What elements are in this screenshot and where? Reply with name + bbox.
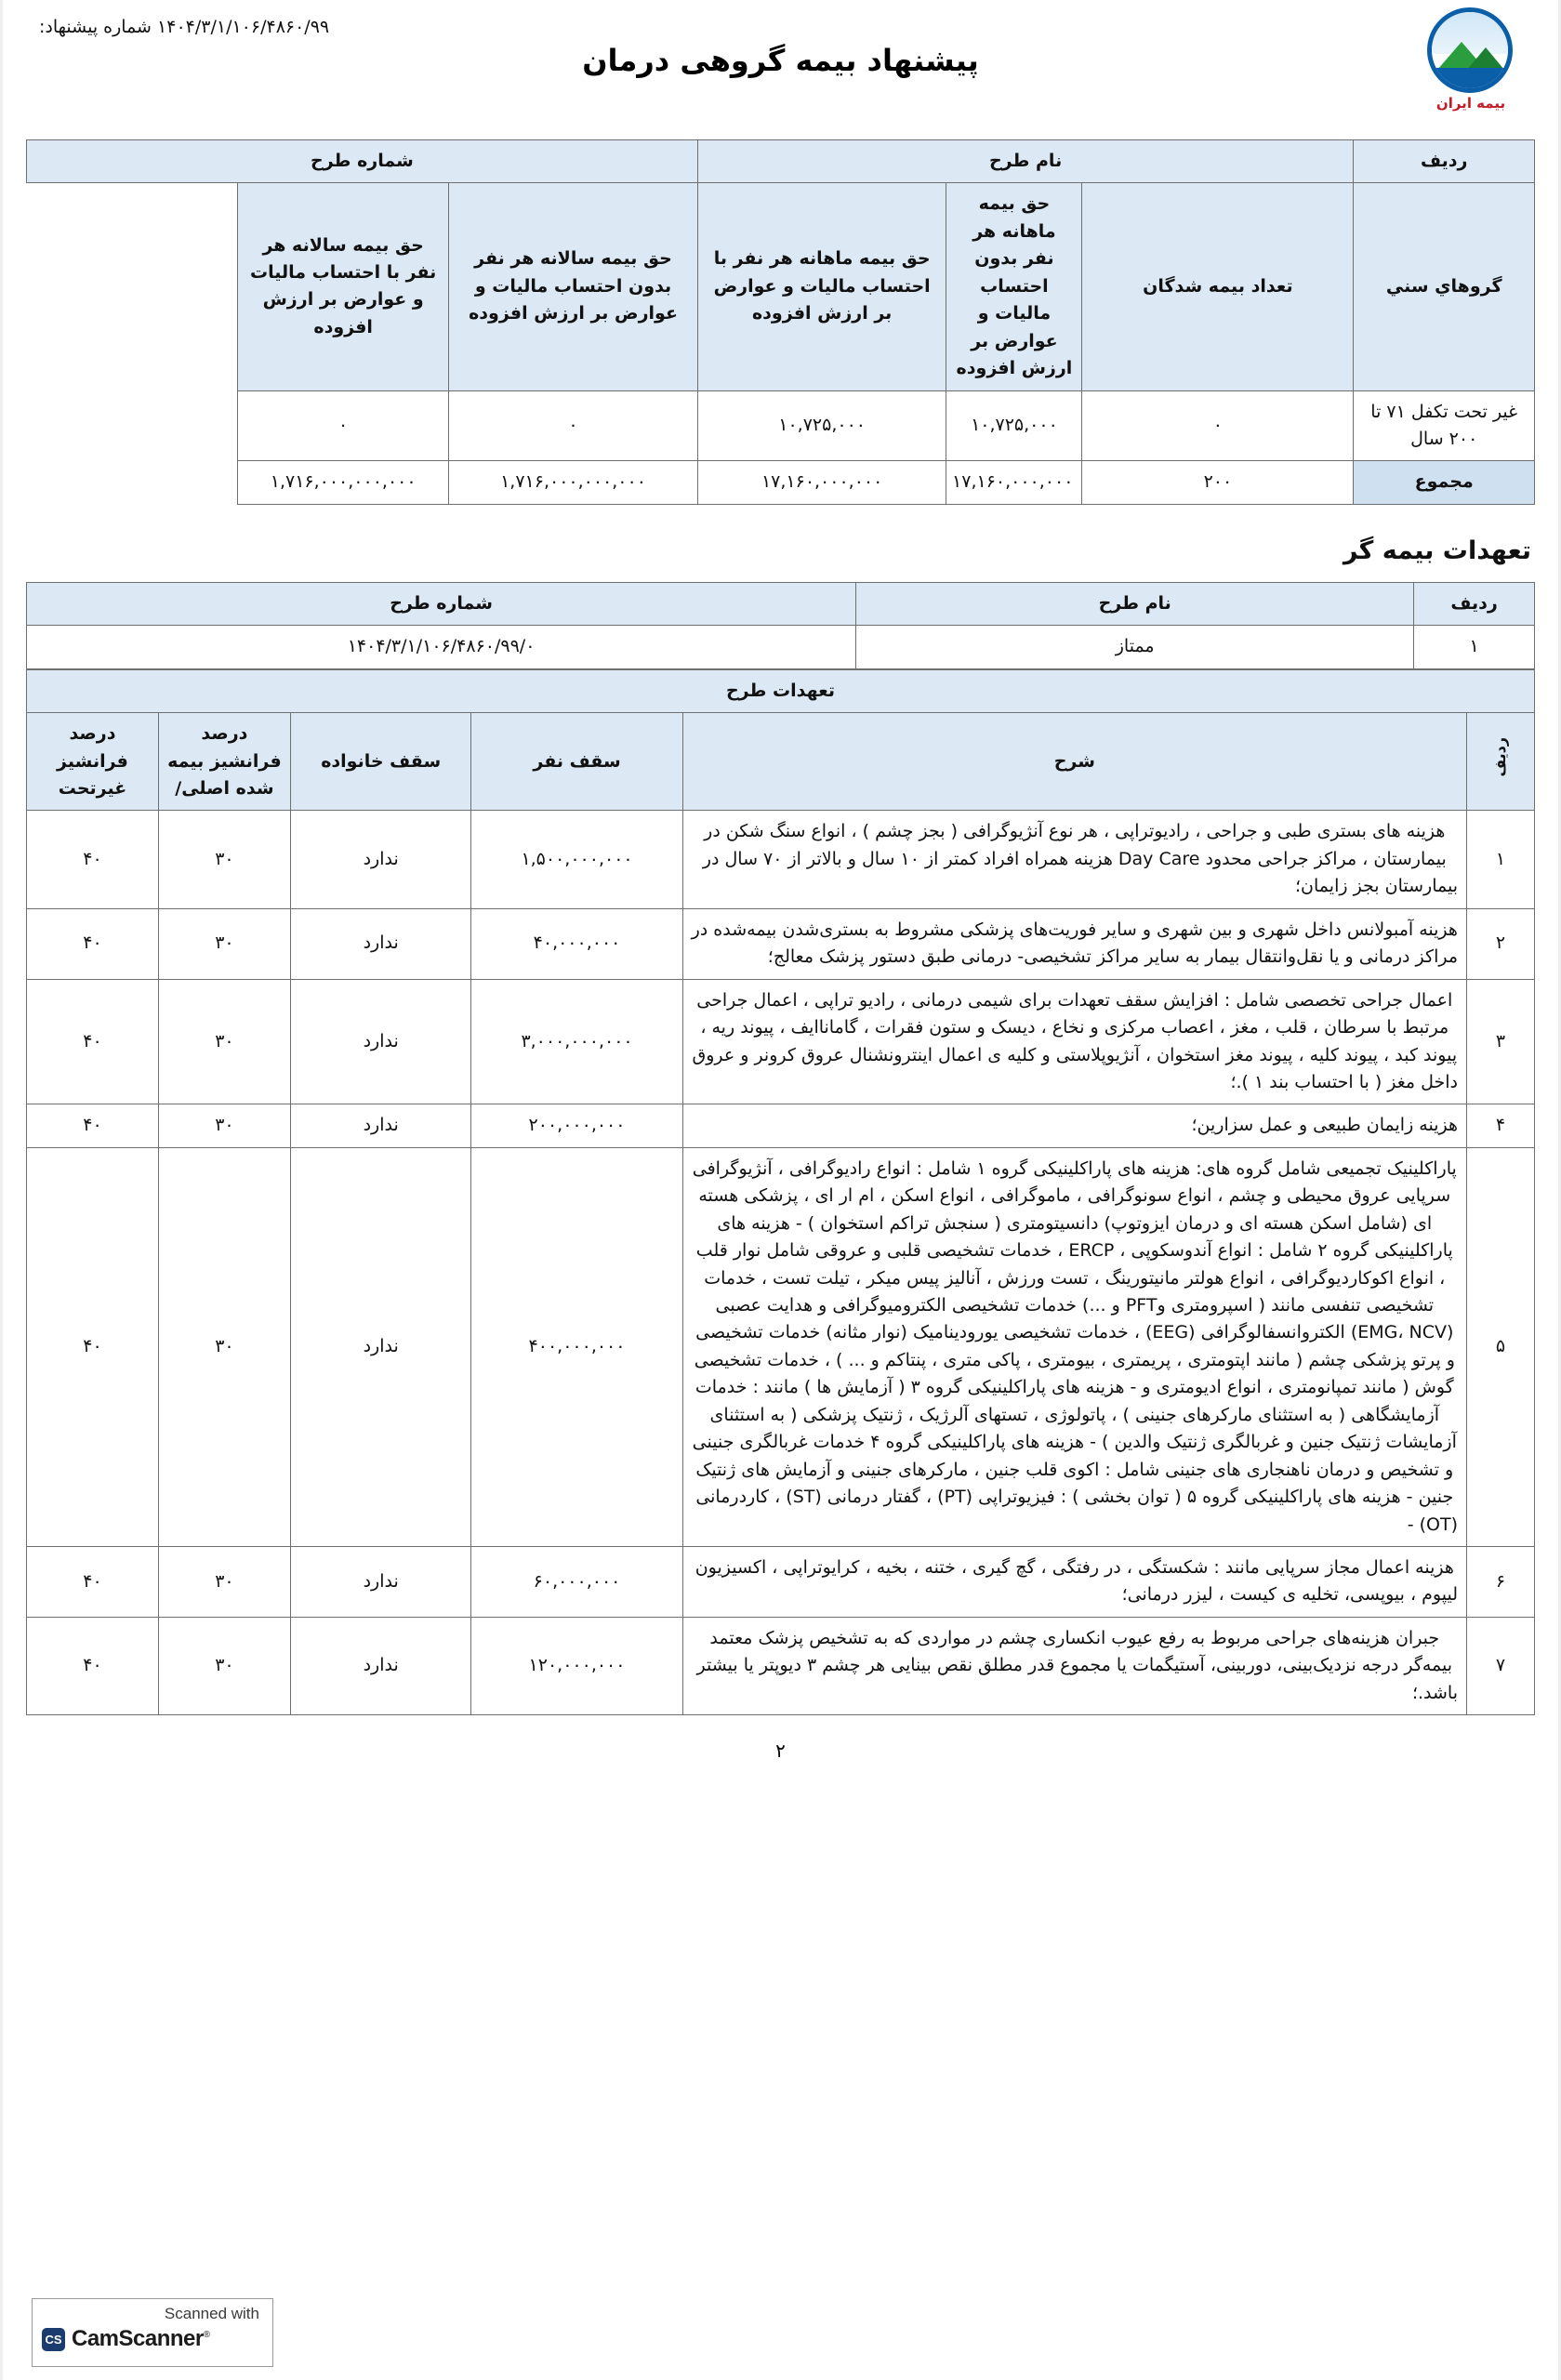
cell-description: هزینه آمبولانس داخل شهری و بین شهری و سایر فوریت‌های پزشکی مشروط به بستری‌شدن بیمه‌شده در مراکز درمانی و یا نقل‌وانتقال بیمار به سایر مراکز تشخیصی- درمانی طبق دستور پزشک معالج؛	[682, 908, 1466, 979]
premium-table-top-header-row	[27, 140, 1535, 183]
cell-franchise-dependent: ۴۰	[27, 1147, 159, 1546]
table-row	[27, 1147, 1535, 1546]
table-row	[27, 1546, 1535, 1617]
cell-total-monthly-with-vat: ۱۷,۱۶۰,۰۰۰,۰۰۰	[697, 461, 946, 504]
cell-total-insured-count: ۲۰۰	[1082, 461, 1354, 504]
header-plan-number: شماره طرح	[27, 140, 698, 183]
cell-annual-no-vat: ۰	[449, 390, 698, 461]
table-row	[27, 908, 1535, 979]
plan-cell-number: ۱۴۰۴/۳/۱/۱۰۶/۴۸۶۰/۹۹/۰	[27, 626, 856, 668]
commitments-header-franchise-main: درصد فرانشیز بیمه شده اصلی/	[158, 713, 290, 811]
header-row-index: ردیف	[1354, 140, 1535, 183]
proposal-number-value: ۱۴۰۴/۳/۱/۱۰۶/۴۸۶۰/۹۹	[157, 17, 330, 37]
cell-annual-with-vat: ۰	[238, 390, 449, 461]
cell-family-ceiling: ندارد	[290, 811, 471, 908]
cell-franchise-main: ۳۰	[158, 1147, 290, 1546]
cell-person-ceiling: ۱۲۰,۰۰۰,۰۰۰	[471, 1617, 682, 1714]
cell-franchise-main: ۳۰	[158, 908, 290, 979]
table-row	[27, 390, 1535, 461]
cell-monthly-no-vat: ۱۰,۷۲۵,۰۰۰	[946, 390, 1082, 461]
cell-person-ceiling: ۴۰۰,۰۰۰,۰۰۰	[471, 1147, 682, 1546]
commitments-header-family-ceiling: سقف خانواده	[290, 713, 471, 811]
cell-description: هزینه اعمال مجاز سرپایی مانند : شکستگی ، در رفتگی ، گچ گیری ، ختنه ، بخیه ، کرایوتراپی ، اکسیزیون لیپوم ، بیوپسی، تخلیه ی کیست ، لیزر درمانی؛	[682, 1546, 1466, 1617]
cell-family-ceiling: ندارد	[290, 1617, 471, 1714]
cell-total-label: مجموع	[1354, 461, 1535, 504]
logo-caption: بیمه ایران	[1435, 95, 1506, 112]
cell-franchise-main: ۳۰	[158, 1546, 290, 1617]
cell-family-ceiling: ندارد	[290, 1147, 471, 1546]
premium-table-sub-header-row	[27, 183, 1535, 390]
commitments-band-title: تعهدات طرح	[27, 669, 1535, 712]
cell-franchise-dependent: ۴۰	[27, 1617, 159, 1714]
plan-identification-table	[26, 582, 1535, 669]
table-total-row	[27, 461, 1535, 504]
cell-franchise-dependent: ۴۰	[27, 908, 159, 979]
cell-row-index: ۳	[1467, 979, 1535, 1104]
cell-description: هزینه های بستری طبی و جراحی ، رادیوتراپی ، هر نوع آنژیوگرافی ( بجز چشم ) ، انواع سنگ شکن در بیمارستان ، مراکز جراحی محدود Day Care هزینه همراه افراد کمتر از ۱۰ سال و بالاتر از ۷۰ سال در بیمارستان بجز زایمان؛	[682, 811, 1466, 908]
camscanner-scanned-with-text: Scanned with	[164, 2305, 259, 2322]
plan-header-row-index: ردیف	[1414, 582, 1535, 625]
cell-person-ceiling: ۳,۰۰۰,۰۰۰,۰۰۰	[471, 979, 682, 1104]
plan-header-number: شماره طرح	[27, 582, 856, 625]
cell-franchise-dependent: ۴۰	[27, 1104, 159, 1147]
commitments-header-franchise-dependent: درصد فرانشیز غیرتحت	[27, 713, 159, 811]
camscanner-brand-row	[42, 2326, 263, 2352]
header-annual-with-vat: حق بیمه سالانه هر نفر با احتساب مالیات و عوارض بر ارزش افزوده	[238, 183, 449, 390]
cell-description: هزینه زایمان طبیعی و عمل سزارین؛	[682, 1104, 1466, 1147]
table-row	[27, 979, 1535, 1104]
cell-row-index: ۶	[1467, 1546, 1535, 1617]
cell-franchise-main: ۳۰	[158, 1104, 290, 1147]
cell-franchise-main: ۳۰	[158, 979, 290, 1104]
page-number: ۲	[775, 1739, 786, 1763]
plan-header-name: نام طرح	[856, 582, 1414, 625]
plan-commitments-table	[26, 669, 1535, 1715]
cell-row-index: ۵	[1467, 1147, 1535, 1546]
cell-franchise-dependent: ۴۰	[27, 1546, 159, 1617]
header-annual-no-vat: حق بیمه سالانه هر نفر بدون احتساب مالیات و عوارض بر ارزش افزوده	[449, 183, 698, 390]
commitments-header-row-index-text: ردیف	[1490, 737, 1509, 777]
commitments-header-person-ceiling: سقف نفر	[471, 713, 682, 811]
camscanner-watermark	[32, 2298, 273, 2367]
cell-row-index: ۱	[1467, 811, 1535, 908]
table-row	[27, 1617, 1535, 1714]
cell-franchise-main: ۳۰	[158, 811, 290, 908]
scan-edge-left	[0, 0, 3, 2380]
camscanner-logo-icon: CS	[42, 2328, 65, 2351]
cell-insured-count: ۰	[1082, 390, 1354, 461]
document-header	[26, 0, 1535, 139]
header-age-groups: گروهاي سني	[1354, 183, 1535, 390]
header-plan-name: نام طرح	[697, 140, 1354, 183]
cell-row-index: ۷	[1467, 1617, 1535, 1714]
header-monthly-with-vat: حق بیمه ماهانه هر نفر با احتساب مالیات و عوارض بر ارزش افزوده	[697, 183, 946, 390]
page-title: پیشنهاد بیمه گروهی درمان	[582, 43, 979, 78]
cell-franchise-dependent: ۴۰	[27, 979, 159, 1104]
camscanner-brand-text: CamScanner	[72, 2326, 204, 2351]
cell-total-annual-no-vat: ۱,۷۱۶,۰۰۰,۰۰۰,۰۰۰	[449, 461, 698, 504]
commitments-band-row	[27, 669, 1535, 712]
cell-person-ceiling: ۱,۵۰۰,۰۰۰,۰۰۰	[471, 811, 682, 908]
commitments-header-row-index	[1467, 713, 1535, 811]
commitments-table-body	[27, 811, 1535, 1715]
camscanner-trademark: ®	[203, 2330, 210, 2340]
cell-monthly-with-vat: ۱۰,۷۲۵,۰۰۰	[697, 390, 946, 461]
plan-cell-name: ممتاز	[856, 626, 1414, 668]
table-row	[27, 811, 1535, 908]
table-row	[27, 626, 1535, 668]
cell-person-ceiling: ۲۰۰,۰۰۰,۰۰۰	[471, 1104, 682, 1147]
cell-person-ceiling: ۶۰,۰۰۰,۰۰۰	[471, 1546, 682, 1617]
cell-family-ceiling: ندارد	[290, 908, 471, 979]
cell-family-ceiling: ندارد	[290, 1104, 471, 1147]
cell-description: پاراکلینیک تجمیعی شامل گروه های: هزینه های پاراکلینیکی گروه ۱ شامل : انواع رادیوگرافی ، آنژیوگرافی سرپایی عروق محیطی و چشم ، انواع سونوگرافی ، ماموگرافی ، انواع اسکن ، ام ار ای ، پزشکی هسته ای (شامل اسکن هسته ای و درمان ایزوتوپ) دانسیتومتری ( سنجش تراکم استخوان ) - هزینه های پاراکلینیکی گروه ۲ شامل : انواع آندوسکوپی ، ERCP ، خدمات تشخیصی قلبی و عروقی شامل نوار قلب ، انواع اکوکاردیوگرافی ، انواع هولتر مانیتورینگ ، تست ورزش ، آنالیز پیس میکر ، تیلت تست ، خدمات تشخیصی تنفسی مانند ( اسپرومتری وPFT و ...) خدمات تشخیصی الکترومیوگرافی و هدایت عصبی (EMG، NCV) الکترو‌انسفالوگرافی (EEG) ، خدمات تشخیصی یورودینامیک (نوار مثانه) خدمات تشخیصی و پرتو پزشکی چشم ( مانند اپتومتری ، پریمتری ، بیومتری ، پاکی متری ، پنتاکم و ... ) ، خدمات تشخیصی گوش ( مانند تمپانومتری ، انواع ادیومتری و - هزینه های پاراکلینیکی گروه ۳ ( آزمایش ها ) مانند : خدمات آزمایشگاهی ( به استثنای مارکرهای جنینی ) ، پاتولوژی ، تستهای آلرژیک ، ژنتیک پزشکی ( به استثنای آزمایشات ژنتیک جنین و غربالگری ژنتیک والدین ) - هزینه های پاراکلینیکی گروه ۴ خدمات غربالگری جنینی و تشخیص و درمان ناهنجاری های جنینی شامل : اکوی قلب جنین ، مارکرهای جنینی و آزمایش های ژنتیک جنین - هزینه های پاراکلینیکی گروه ۵ ( توان بخشی ) : فیزیوتراپی (PT) ، گفتار درمانی (ST) ، کاردرمانی (OT) -	[682, 1147, 1466, 1546]
cell-total-monthly-no-vat: ۱۷,۱۶۰,۰۰۰,۰۰۰	[946, 461, 1082, 504]
cell-franchise-main: ۳۰	[158, 1617, 290, 1714]
plan-cell-row-index: ۱	[1414, 626, 1535, 668]
commitments-header-description: شرح	[682, 713, 1466, 811]
cell-row-index: ۴	[1467, 1104, 1535, 1147]
cell-age-group: غیر تحت تکفل ۷۱ تا ۲۰۰ سال	[1354, 390, 1535, 461]
premium-table	[26, 139, 1535, 505]
proposal-number	[39, 17, 329, 37]
table-row	[27, 1104, 1535, 1147]
header-insured-count: تعداد بیمه شدگان	[1082, 183, 1354, 390]
commitments-header-row	[27, 713, 1535, 811]
cell-family-ceiling: ندارد	[290, 1546, 471, 1617]
cell-franchise-dependent: ۴۰	[27, 811, 159, 908]
cell-person-ceiling: ۴۰,۰۰۰,۰۰۰	[471, 908, 682, 979]
camscanner-brand-name	[72, 2326, 210, 2352]
header-monthly-no-vat: حق بیمه ماهانه هر نفر بدون احتساب مالیات و عوارض بر ارزش افزوده	[946, 183, 1082, 390]
proposal-number-label: شماره پیشنهاد:	[39, 17, 152, 37]
cell-description: اعمال جراحی تخصصی شامل : افزایش سقف تعهدات برای شیمی درمانی ، رادیو تراپی ، اعمال جراحی مرتبط با سرطان ، قلب ، مغز ، اعصاب مرکزی و نخاع ، دیسک و ستون فقرات ، گاماناایف ، پیوند ریه ، پیوند کبد ، پیوند کلیه ، پیوند مغز استخوان ، آنژیوپلاستی و کلیه ی اعمال اینترونشنال عروق کرونر و عروق داخل مغز ( با احتساب بند ۱ ).؛	[682, 979, 1466, 1104]
cell-family-ceiling: ندارد	[290, 979, 471, 1104]
plan-table-header-row	[27, 582, 1535, 625]
cell-total-annual-with-vat: ۱,۷۱۶,۰۰۰,۰۰۰,۰۰۰	[238, 461, 449, 504]
cell-row-index: ۲	[1467, 908, 1535, 979]
section-title-commitments: تعهدات بیمه گر	[1343, 536, 1531, 565]
cell-description: جبران هزینه‌های جراحی مربوط به رفع عیوب انکساری چشم در مواردی که به تشخیص پزشک معتمد بیمه‌گر درجه نزدیک‌بینی، دوربینی، آستیگمات یا مجموع قدر مطلق نقص بینایی هر چشم ۳ دیوپتر یا بیشتر باشد.؛	[682, 1617, 1466, 1714]
